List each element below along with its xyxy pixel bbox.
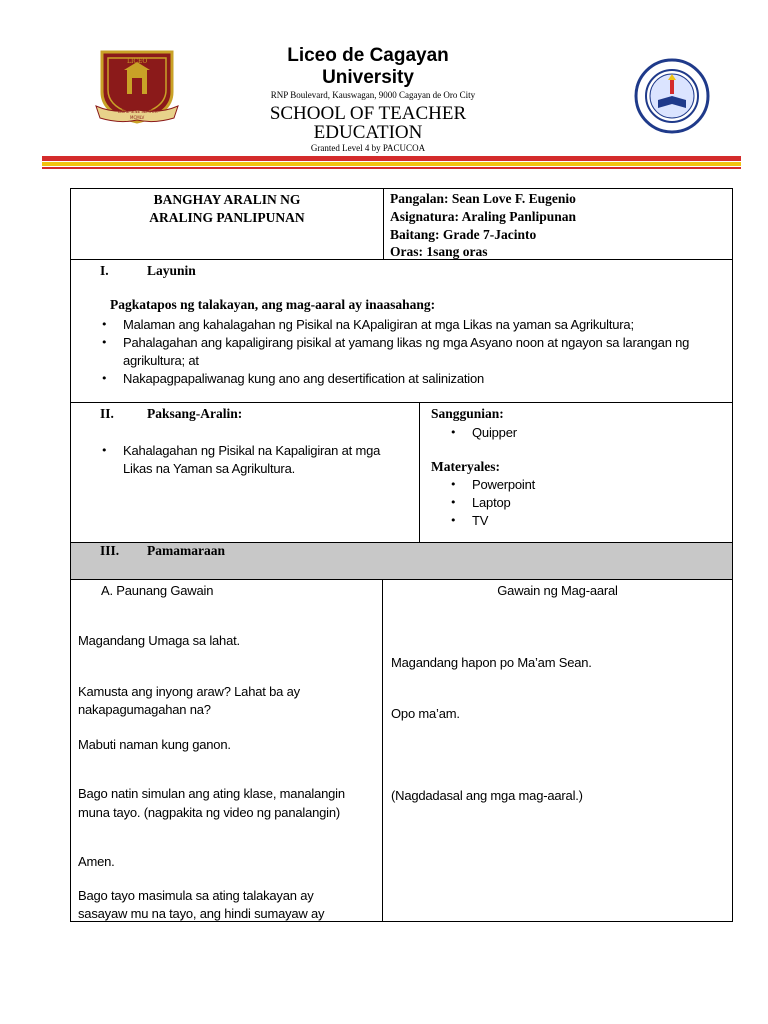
address: RNP Boulevard, Kauswagan, 9000 Cagayan de Oro City bbox=[270, 90, 476, 100]
teacher-activity-heading: A. Paunang Gawain bbox=[101, 583, 214, 598]
teacher-line: Mabuti naman kung ganon. bbox=[78, 737, 231, 752]
materials-list bbox=[472, 476, 535, 530]
teacher-activity-cell bbox=[70, 579, 383, 922]
seal-ribbon-text: LIBRE SINE SEMPER bbox=[118, 109, 158, 114]
student-line: Opo ma’am. bbox=[391, 706, 460, 721]
objective-item: • Nakapagpapaliwanag kung ano ang desertification at salinization bbox=[123, 370, 723, 388]
teacher-line: muna tayo. (nagpakita ng video ng panalangin) bbox=[78, 805, 341, 820]
student-line: (Nagdadasal ang mga mag-aaral.) bbox=[391, 788, 583, 803]
header-divider-yellow bbox=[42, 162, 741, 166]
plan-title-line2: ARALING PANLIPUNAN bbox=[149, 210, 305, 225]
source-item: • Quipper bbox=[472, 424, 517, 442]
material-item: • Laptop bbox=[472, 494, 535, 512]
teacher-line: nakapagumagahan na? bbox=[78, 702, 211, 717]
objective-item: • Pahalagahan ang kapaligirang pisikal at yamang likas ng mga Asyano noon at ngayon sa larangan ng agrikultura; at bbox=[123, 334, 723, 370]
section3-number: III. bbox=[100, 543, 120, 558]
info-time: Oras: 1sang oras bbox=[390, 244, 488, 259]
university-name-line2: University bbox=[322, 67, 414, 88]
seal-ribbon-year: MCMLV bbox=[130, 115, 145, 120]
header-divider-red-thin bbox=[42, 167, 741, 169]
section-subject-matter bbox=[70, 402, 420, 543]
teacher-line: Amen. bbox=[78, 854, 115, 869]
section1-title: Layunin bbox=[147, 263, 196, 278]
school-name-line1: SCHOOL OF TEACHER bbox=[269, 103, 467, 124]
material-item: • Powerpoint bbox=[472, 476, 535, 494]
objective-item: • Malaman ang kahalagahan ng Pisikal na KApaligiran at mga Likas na yaman sa Agrikultura; bbox=[123, 316, 723, 334]
teacher-line: Bago tayo masimula sa ating talakayan ay bbox=[78, 888, 314, 903]
info-subject: Asignatura: Araling Panlipunan bbox=[390, 209, 577, 224]
subject-list bbox=[123, 442, 408, 478]
section3-title: Pamamaraan bbox=[147, 543, 225, 558]
plan-title-cell bbox=[70, 188, 384, 260]
teacher-line: Bago natin simulan ang ating klase, manalangin bbox=[78, 786, 345, 801]
section-resources bbox=[419, 402, 733, 543]
section2-number: II. bbox=[100, 406, 114, 421]
student-activity-cell bbox=[382, 579, 733, 922]
subject-item: • Kahalagahan ng Pisikal na Kapaligiran at mga Likas na Yaman sa Agrikultura. bbox=[123, 442, 408, 478]
student-line: Magandang hapon po Ma’am Sean. bbox=[391, 655, 592, 670]
plan-title-line1: BANGHAY ARALIN NG bbox=[153, 192, 301, 207]
plan-info-cell bbox=[383, 188, 733, 260]
header-divider-red bbox=[42, 156, 741, 161]
school-name-line2: EDUCATION bbox=[313, 122, 423, 143]
right-seal bbox=[634, 58, 710, 134]
section-objectives bbox=[70, 259, 733, 403]
student-activity-heading: Gawain ng Mag-aaral bbox=[497, 583, 618, 598]
teacher-line: sasayaw mu na tayo, ang hindi sumayaw ay bbox=[78, 906, 325, 921]
sources-label: Sanggunian: bbox=[431, 406, 504, 421]
teacher-line: Kamusta ang inyong araw? Lahat ba ay bbox=[78, 684, 300, 699]
sources-list bbox=[472, 424, 517, 442]
university-name-line1: Liceo de Cagayan bbox=[287, 45, 449, 66]
section1-number: I. bbox=[100, 263, 109, 278]
teacher-line: Magandang Umaga sa lahat. bbox=[78, 633, 240, 648]
school-of-education-seal-icon bbox=[634, 58, 710, 134]
objectives-list bbox=[123, 316, 723, 388]
section-procedure-header bbox=[70, 542, 733, 580]
section2-title: Paksang-Aralin: bbox=[147, 406, 243, 421]
accreditation: Granted Level 4 by PACUCOA bbox=[310, 143, 426, 153]
info-grade: Baitang: Grade 7-Jacinto bbox=[390, 227, 537, 242]
materials-label: Materyales: bbox=[431, 459, 500, 474]
material-item: • TV bbox=[472, 512, 535, 530]
seal-text-top: LICEO bbox=[127, 58, 148, 65]
objectives-intro: Pagkatapos ng talakayan, ang mag-aaral ay inaasahang: bbox=[110, 297, 436, 312]
info-name: Pangalan: Sean Love F. Eugenio bbox=[390, 191, 576, 206]
